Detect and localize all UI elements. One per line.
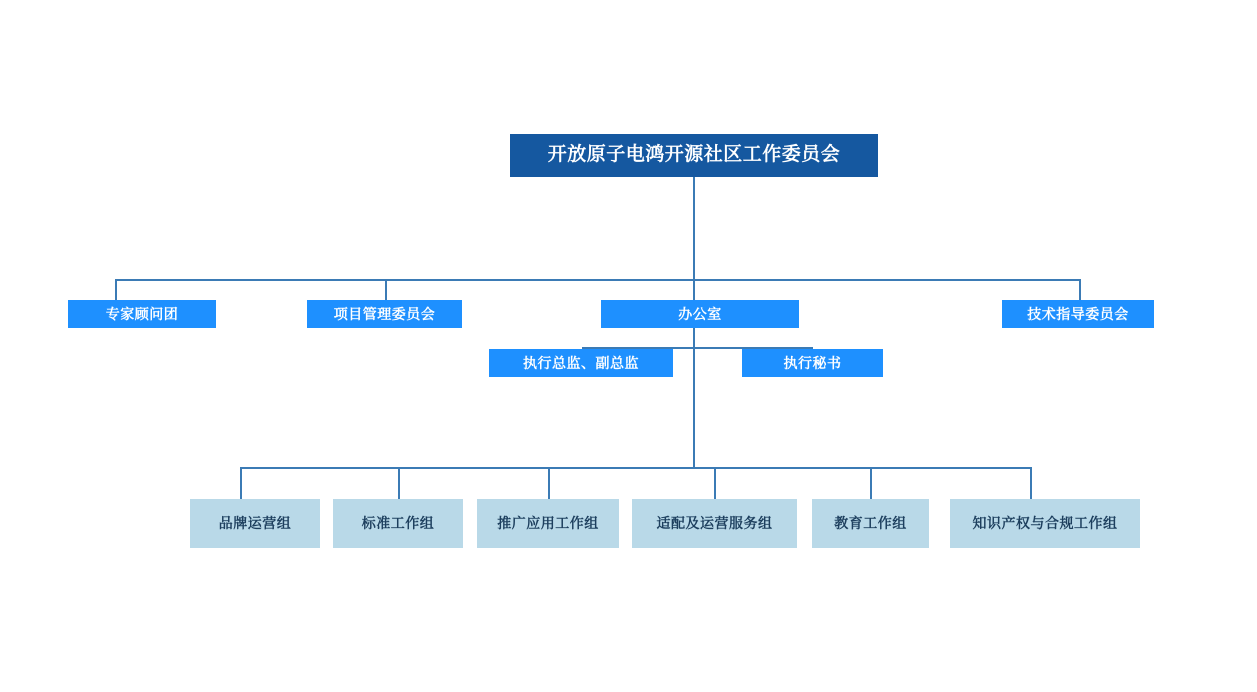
connector-drop-wg-6 xyxy=(1030,467,1032,499)
node-workgroup-promotion-application-label: 推广应用工作组 xyxy=(497,515,599,532)
connector-drop-pmc xyxy=(385,279,387,301)
node-workgroup-adaptation-operations-service-label: 适配及运营服务组 xyxy=(656,515,773,532)
node-workgroup-standards[interactable] xyxy=(333,499,463,548)
node-office[interactable] xyxy=(601,300,799,328)
connector-drop-expert xyxy=(115,279,117,301)
connector-drop-wg-4 xyxy=(714,467,716,499)
node-executive-secretary[interactable] xyxy=(742,349,883,377)
connector-drop-wg-3 xyxy=(548,467,550,499)
node-root-committee[interactable] xyxy=(510,134,878,177)
node-workgroup-education-label: 教育工作组 xyxy=(834,515,907,532)
connector-drop-wg-1 xyxy=(240,467,242,499)
node-root-label: 开放原子电鸿开源社区工作委员会 xyxy=(547,144,841,166)
node-technical-steering-committee-label: 技术指导委员会 xyxy=(1027,305,1129,322)
node-executive-secretary-label: 执行秘书 xyxy=(783,354,842,371)
node-executive-director[interactable] xyxy=(489,349,673,377)
connector-level2-bus xyxy=(115,279,1080,281)
node-workgroup-adaptation-operations-service[interactable] xyxy=(632,499,797,548)
node-workgroup-brand-operations[interactable] xyxy=(190,499,320,548)
node-project-management-committee-label: 项目管理委员会 xyxy=(333,305,436,322)
node-workgroup-ip-compliance-label: 知识产权与合规工作组 xyxy=(972,515,1118,532)
node-project-management-committee[interactable] xyxy=(307,300,462,328)
connector-drop-office xyxy=(693,279,695,301)
node-executive-director-label: 执行总监、副总监 xyxy=(523,354,639,371)
node-office-label: 办公室 xyxy=(678,305,722,322)
node-workgroup-standards-label: 标准工作组 xyxy=(361,515,435,532)
node-workgroup-promotion-application[interactable] xyxy=(477,499,619,548)
node-expert-advisory-group[interactable] xyxy=(68,300,216,328)
node-workgroup-education[interactable] xyxy=(812,499,929,548)
connector-drop-tsc xyxy=(1079,279,1081,301)
node-workgroup-ip-compliance[interactable] xyxy=(950,499,1140,548)
node-expert-advisory-group-label: 专家顾问团 xyxy=(105,305,179,322)
connector-root-stem xyxy=(693,177,695,280)
node-workgroup-brand-operations-label: 品牌运营组 xyxy=(218,515,292,532)
connector-drop-wg-2 xyxy=(398,467,400,499)
connector-workgroup-bus xyxy=(240,467,1030,469)
node-technical-steering-committee[interactable] xyxy=(1002,300,1154,328)
connector-office-stem xyxy=(693,328,695,468)
connector-drop-wg-5 xyxy=(870,467,872,499)
